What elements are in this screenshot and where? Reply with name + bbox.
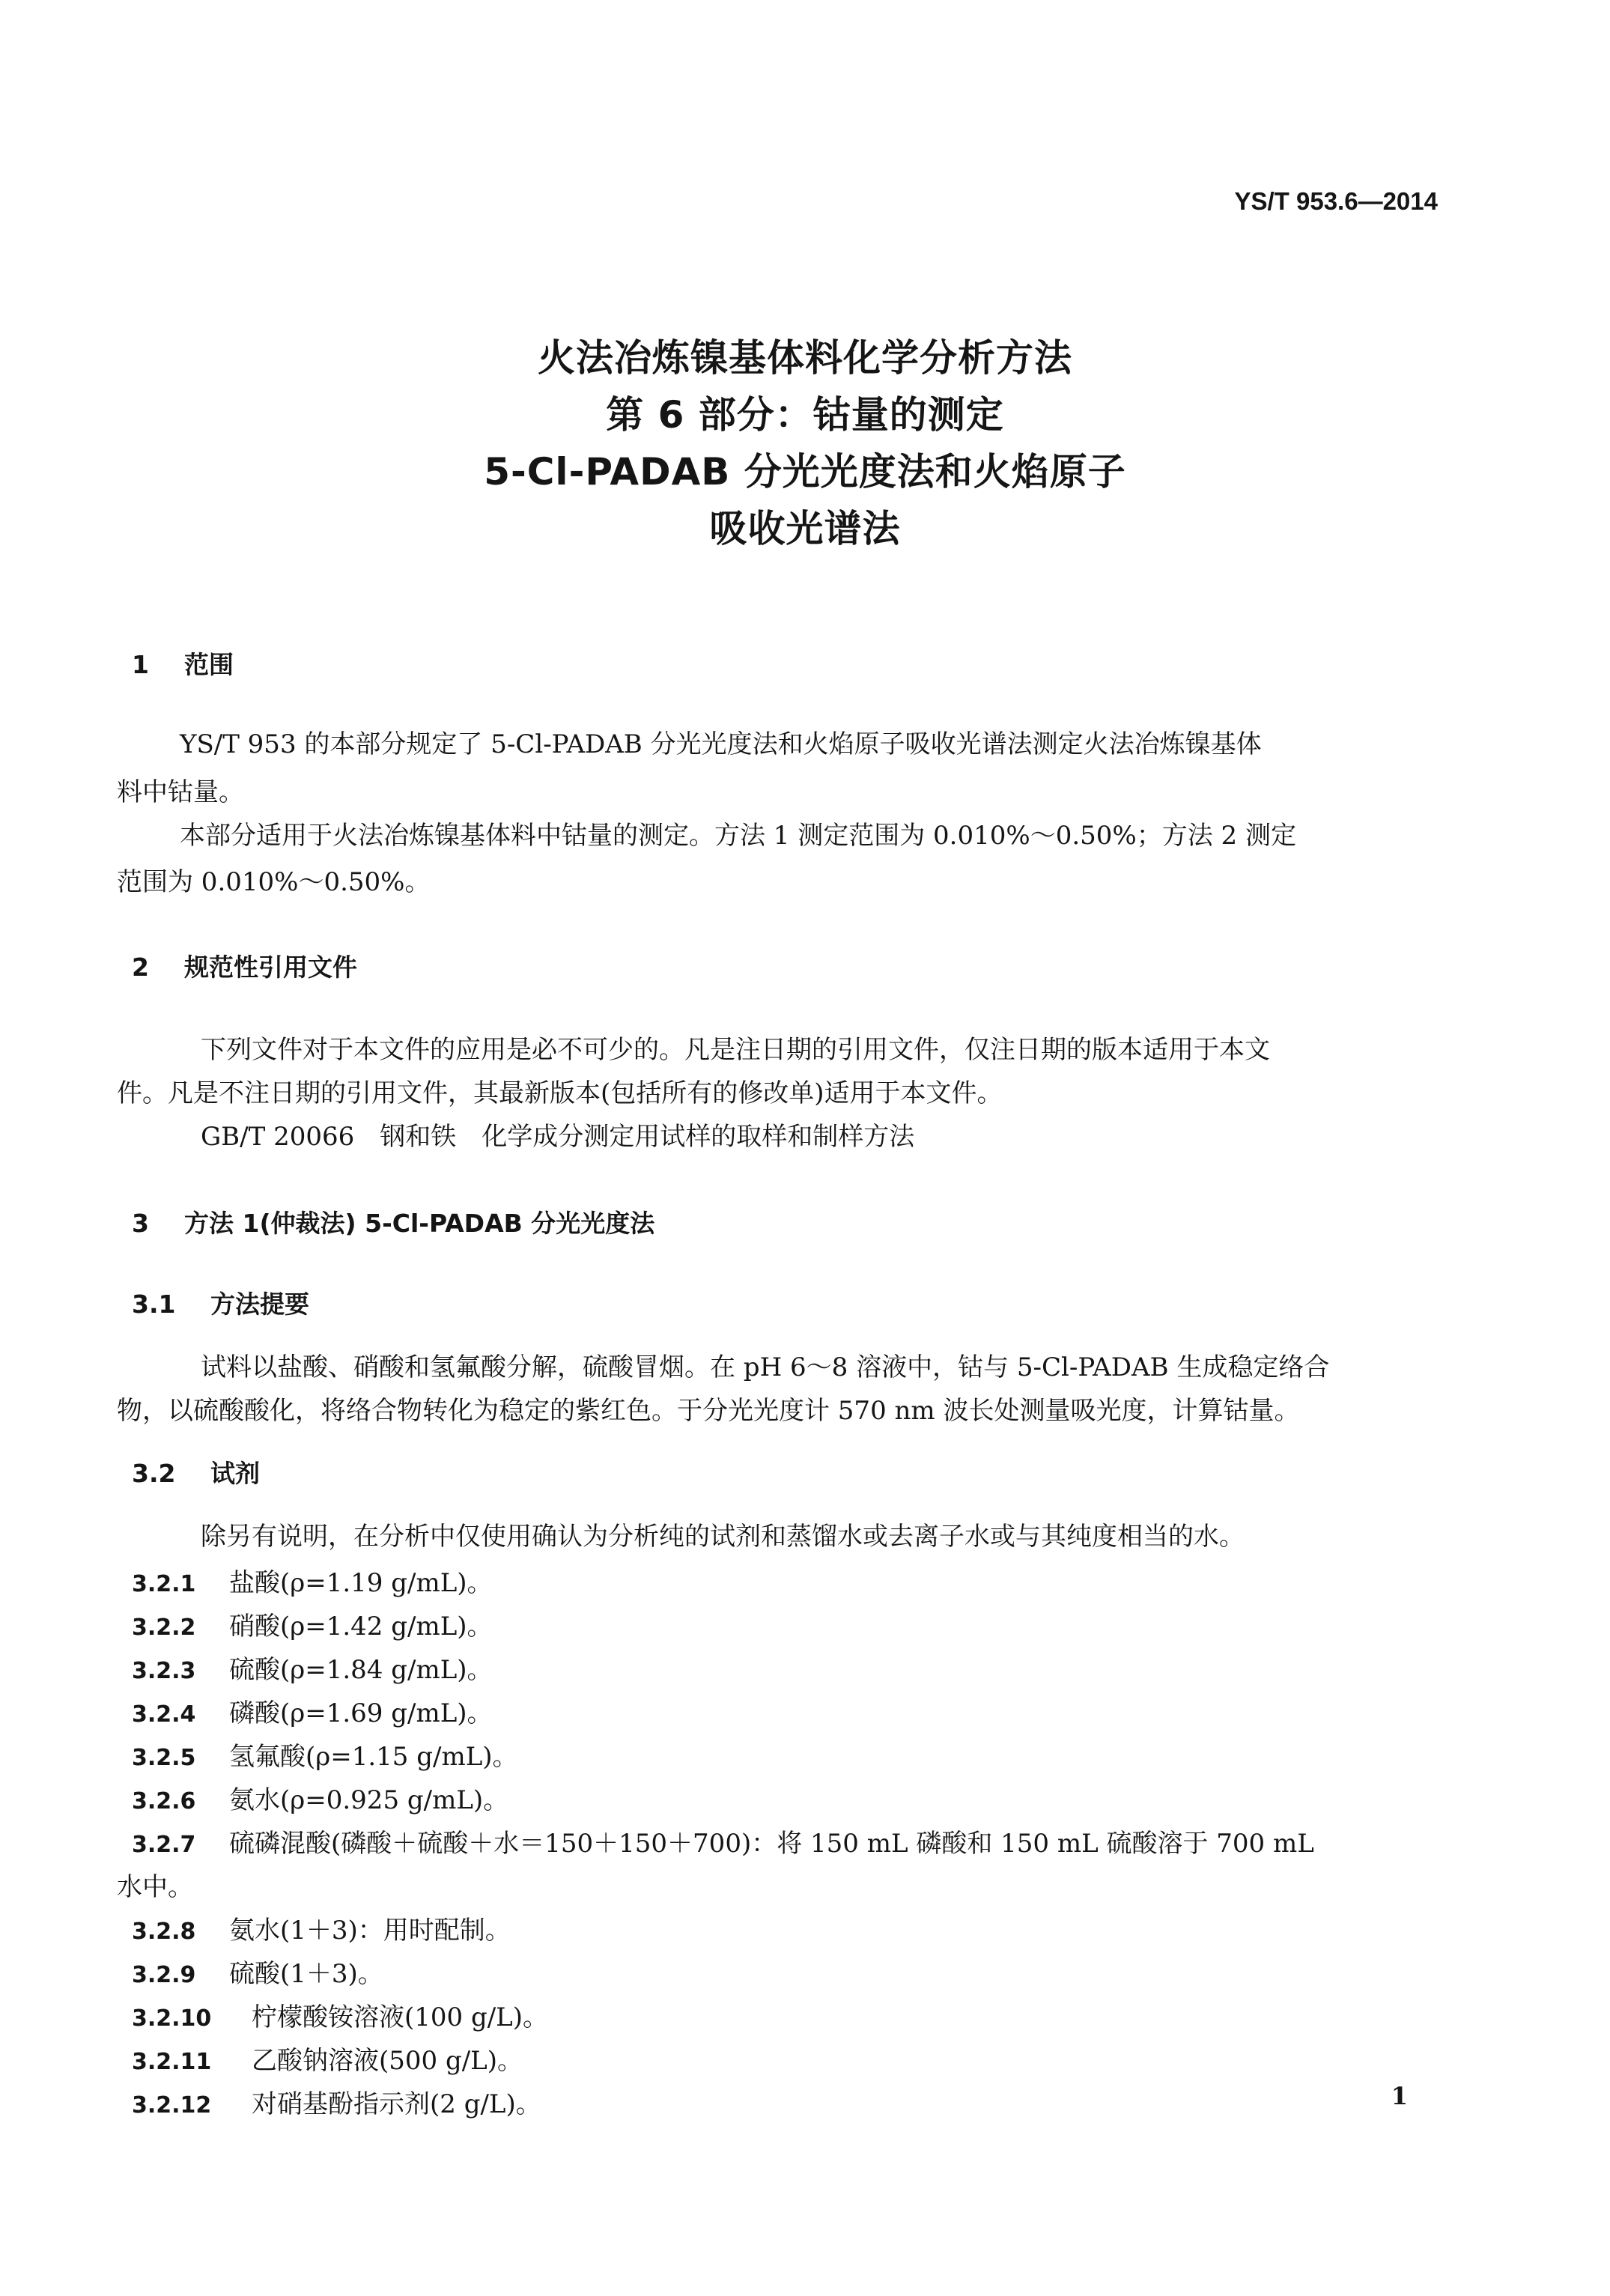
section-1-title: 范围 [184, 650, 234, 679]
section-2-heading [132, 948, 357, 983]
reagent-item [132, 1823, 1314, 1859]
section-3-number: 3 [132, 1209, 149, 1238]
reagent-item [132, 1649, 493, 1686]
section-2-title: 规范性引用文件 [184, 953, 357, 982]
section-3-2-heading [132, 1454, 260, 1489]
section-1-para-2-line-1: 本部分适用于火法冶炼镍基体料中钴量的测定。方法 1 测定范围为 0.010%～0.50%；方法 2 测定 [180, 821, 1296, 851]
reagent-item [132, 1692, 493, 1729]
reagent-number: 3.2.8 [132, 1919, 196, 1945]
reagent-text: 氢氟酸(ρ=1.15 g/mL)。 [229, 1742, 518, 1772]
section-2-para-line-2: 件。凡是不注日期的引用文件，其最新版本(包括所有的修改单)适用于本文件。 [117, 1078, 1003, 1108]
reagent-text: 氨水(1＋3)：用时配制。 [229, 1916, 511, 1946]
section-3-1-para-line-2: 物，以硫酸酸化，将络合物转化为稳定的紫红色。于分光光度计 570 nm 波长处测量吸光度，计算钴量。 [117, 1396, 1300, 1426]
title-line-2: 第 6 部分：钴量的测定 [606, 393, 1004, 437]
section-1-para-2-line-2: 范围为 0.010%～0.50%。 [117, 867, 431, 897]
reagent-number: 3.2.6 [132, 1788, 196, 1814]
reagent-text: 硫酸(1＋3)。 [229, 1959, 383, 1989]
reagent-text: 硫磷混酸(磷酸＋硫酸＋水＝150＋150＋700)：将 150 mL 磷酸和 150 mL 硫酸溶于 700 mL [229, 1829, 1314, 1859]
section-3-2-number: 3.2 [132, 1459, 176, 1488]
section-3-heading [132, 1204, 654, 1239]
reagent-item [132, 1606, 493, 1642]
title-line-1: 火法冶炼镍基体料化学分析方法 [538, 336, 1072, 380]
reagent-item [132, 1779, 508, 1816]
reagent-item [132, 1996, 548, 2033]
reagent-item [132, 1736, 518, 1773]
reagent-text: 硫酸(ρ=1.84 g/mL)。 [229, 1655, 493, 1685]
reagent-number: 3.2.12 [132, 2092, 212, 2119]
section-3-2-title: 试剂 [210, 1459, 260, 1488]
reagent-number: 3.2.2 [132, 1615, 196, 1641]
document-title [0, 329, 1610, 557]
title-line-4: 吸收光谱法 [709, 507, 901, 550]
reagent-text-continued: 水中。 [117, 1872, 193, 1902]
reagent-text: 盐酸(ρ=1.19 g/mL)。 [229, 1568, 493, 1598]
section-1-para-1-line-2: 料中钴量。 [117, 777, 244, 807]
reagent-text: 磷酸(ρ=1.69 g/mL)。 [229, 1698, 493, 1728]
reagent-text: 硝酸(ρ=1.42 g/mL)。 [229, 1612, 493, 1641]
reagent-number: 3.2.1 [132, 1571, 196, 1597]
section-3-title: 方法 1(仲裁法) 5-Cl-PADAB 分光光度法 [184, 1209, 655, 1238]
reagent-number: 3.2.7 [132, 1832, 196, 1858]
reagent-number: 3.2.4 [132, 1701, 196, 1728]
reagent-item [132, 1910, 511, 1946]
section-1-number: 1 [132, 650, 149, 679]
reagent-text: 乙酸钠溶液(500 g/L)。 [252, 2046, 523, 2076]
page-number: 1 [1391, 2082, 1408, 2110]
section-1-para-1-line-1: YS/T 953 的本部分规定了 5-Cl-PADAB 分光光度法和火焰原子吸收光谱法测定火法冶炼镍基体 [180, 729, 1262, 759]
section-2-para-line-1: 下列文件对于本文件的应用是必不可少的。凡是注日期的引用文件，仅注日期的版本适用于本文 [201, 1035, 1270, 1065]
section-3-1-heading [132, 1285, 309, 1320]
reagent-number: 3.2.3 [132, 1658, 196, 1684]
reagent-number: 3.2.9 [132, 1962, 196, 1988]
title-line-3: 5-Cl-PADAB 分光光度法和火焰原子 [484, 450, 1126, 493]
reagent-number: 3.2.11 [132, 2049, 212, 2075]
section-2-reference: GB/T 20066 钢和铁 化学成分测定用试样的取样和制样方法 [201, 1122, 915, 1152]
section-3-1-para-line-1: 试料以盐酸、硝酸和氢氟酸分解，硫酸冒烟。在 pH 6～8 溶液中，钴与 5-Cl-PADAB 生成稳定络合 [201, 1352, 1330, 1382]
reagent-item [132, 1953, 383, 1990]
reagent-item [132, 2083, 541, 2120]
standard-code: YS/T 953.6—2014 [1234, 187, 1438, 215]
section-3-1-title: 方法提要 [210, 1290, 309, 1319]
section-1-heading [132, 646, 234, 681]
section-3-1-number: 3.1 [132, 1290, 176, 1319]
reagent-text: 氨水(ρ=0.925 g/mL)。 [229, 1785, 509, 1815]
section-2-number: 2 [132, 953, 149, 982]
reagent-item [132, 1562, 493, 1599]
section-3-2-intro: 除另有说明，在分析中仅使用确认为分析纯的试剂和蒸馏水或去离子水或与其纯度相当的水。 [201, 1522, 1245, 1552]
reagent-item [132, 2040, 523, 2077]
reagent-text: 柠檬酸铵溶液(100 g/L)。 [252, 2002, 549, 2032]
reagent-text: 对硝基酚指示剂(2 g/L)。 [252, 2089, 541, 2119]
reagent-number: 3.2.10 [132, 2005, 212, 2032]
reagent-number: 3.2.5 [132, 1745, 196, 1771]
